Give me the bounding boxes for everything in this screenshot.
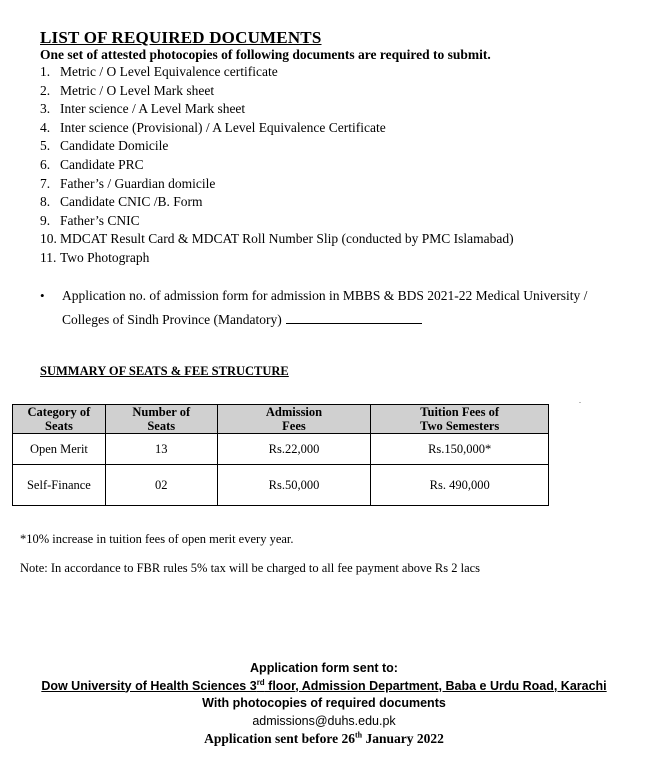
list-item (40, 63, 514, 82)
footer-address: Dow University of Health Sciences 3rd floor, Admission Department, Baba e Urdu Road, Karachi (41, 677, 607, 693)
list-item-number: 1. (40, 64, 51, 79)
footer-address-block (0, 660, 648, 748)
list-item-number: 4. (40, 119, 51, 135)
list-item-number: 2. (40, 82, 51, 98)
table-cell: 13 (105, 434, 217, 465)
page-title: LIST OF REQUIRED DOCUMENTS (40, 28, 322, 47)
fbr-tax-note: Note: In accordance to FBR rules 5% tax will be charged to all fee payment above Rs 2 lacs (20, 561, 481, 575)
list-item (40, 175, 514, 194)
list-item-number: 8. (40, 194, 51, 210)
scan-artifact (579, 402, 581, 403)
table-cell: Rs.50,000 (217, 465, 371, 506)
table-row (13, 434, 549, 465)
list-item-text: Candidate PRC (60, 156, 144, 172)
list-item (40, 193, 514, 212)
header-tuition-fees: Tuition Fees of Two Semesters (371, 405, 549, 434)
list-item (40, 249, 514, 268)
list-item (40, 230, 514, 249)
table-row (13, 465, 549, 506)
list-item-text: Metric / O Level Equivalence certificate (60, 64, 278, 79)
list-item-text: Inter science (Provisional) / A Level Equivalence Certificate (60, 119, 386, 135)
table-cell: Rs. 490,000 (371, 465, 549, 506)
list-item (40, 100, 514, 119)
table-cell: Self-Finance (13, 465, 106, 506)
list-item (40, 119, 514, 138)
list-item-text: Two Photograph (60, 249, 150, 265)
footer-photocopies-line: With photocopies of required documents (202, 696, 446, 710)
tuition-increase-note: *10% increase in tuition fees of open merit every year. (20, 532, 294, 546)
footer-heading: Application form sent to: (250, 661, 398, 675)
list-item-number: 9. (40, 212, 51, 228)
table-cell: 02 (105, 465, 217, 506)
list-item-number: 5. (40, 138, 51, 154)
table-cell: Rs.22,000 (217, 434, 371, 465)
footer-deadline: Application sent before 26th January 2022 (204, 730, 444, 746)
list-item-number: 10. (40, 231, 57, 247)
summary-heading: SUMMARY OF SEATS & FEE STRUCTURE (40, 364, 289, 378)
page-subtitle: One set of attested photocopies of following documents are required to submit. (40, 47, 491, 62)
list-item (40, 156, 514, 175)
header-admission-fees: Admission Fees (217, 405, 371, 434)
bullet-icon: • (40, 288, 45, 303)
list-item-text: Candidate Domicile (60, 138, 169, 154)
list-item-number: 11. (40, 249, 57, 265)
application-number-note (40, 284, 620, 332)
list-item-text: Father’s CNIC (60, 212, 140, 228)
list-item-number: 7. (40, 175, 51, 191)
list-item (40, 212, 514, 231)
bullet-text: Application no. of admission form for admission in MBBS & BDS 2021-22 Medical University / Colleges of Sindh Province (Mandatory) (62, 288, 588, 327)
list-item-text: Candidate CNIC /B. Form (60, 194, 203, 210)
list-item-text: MDCAT Result Card & MDCAT Roll Number Slip (conducted by PMC Islamabad) (60, 231, 514, 247)
list-item-number: 3. (40, 101, 51, 117)
footer-email: admissions@duhs.edu.pk (252, 713, 396, 728)
fill-in-blank-line (286, 310, 422, 324)
header-seats: Number of Seats (105, 405, 217, 434)
list-item (40, 82, 514, 101)
table-cell: Open Merit (13, 434, 106, 465)
header-category: Category of Seats (13, 405, 106, 434)
required-documents-list (40, 63, 514, 268)
list-item-number: 6. (40, 156, 51, 172)
table-cell: Rs.150,000* (371, 434, 549, 465)
list-item-text: Father’s / Guardian domicile (60, 175, 216, 191)
list-item-text: Metric / O Level Mark sheet (60, 82, 215, 98)
list-item-text: Inter science / A Level Mark sheet (60, 101, 246, 117)
list-item (40, 137, 514, 156)
seats-fee-table (12, 404, 549, 506)
table-header-row (13, 405, 549, 434)
